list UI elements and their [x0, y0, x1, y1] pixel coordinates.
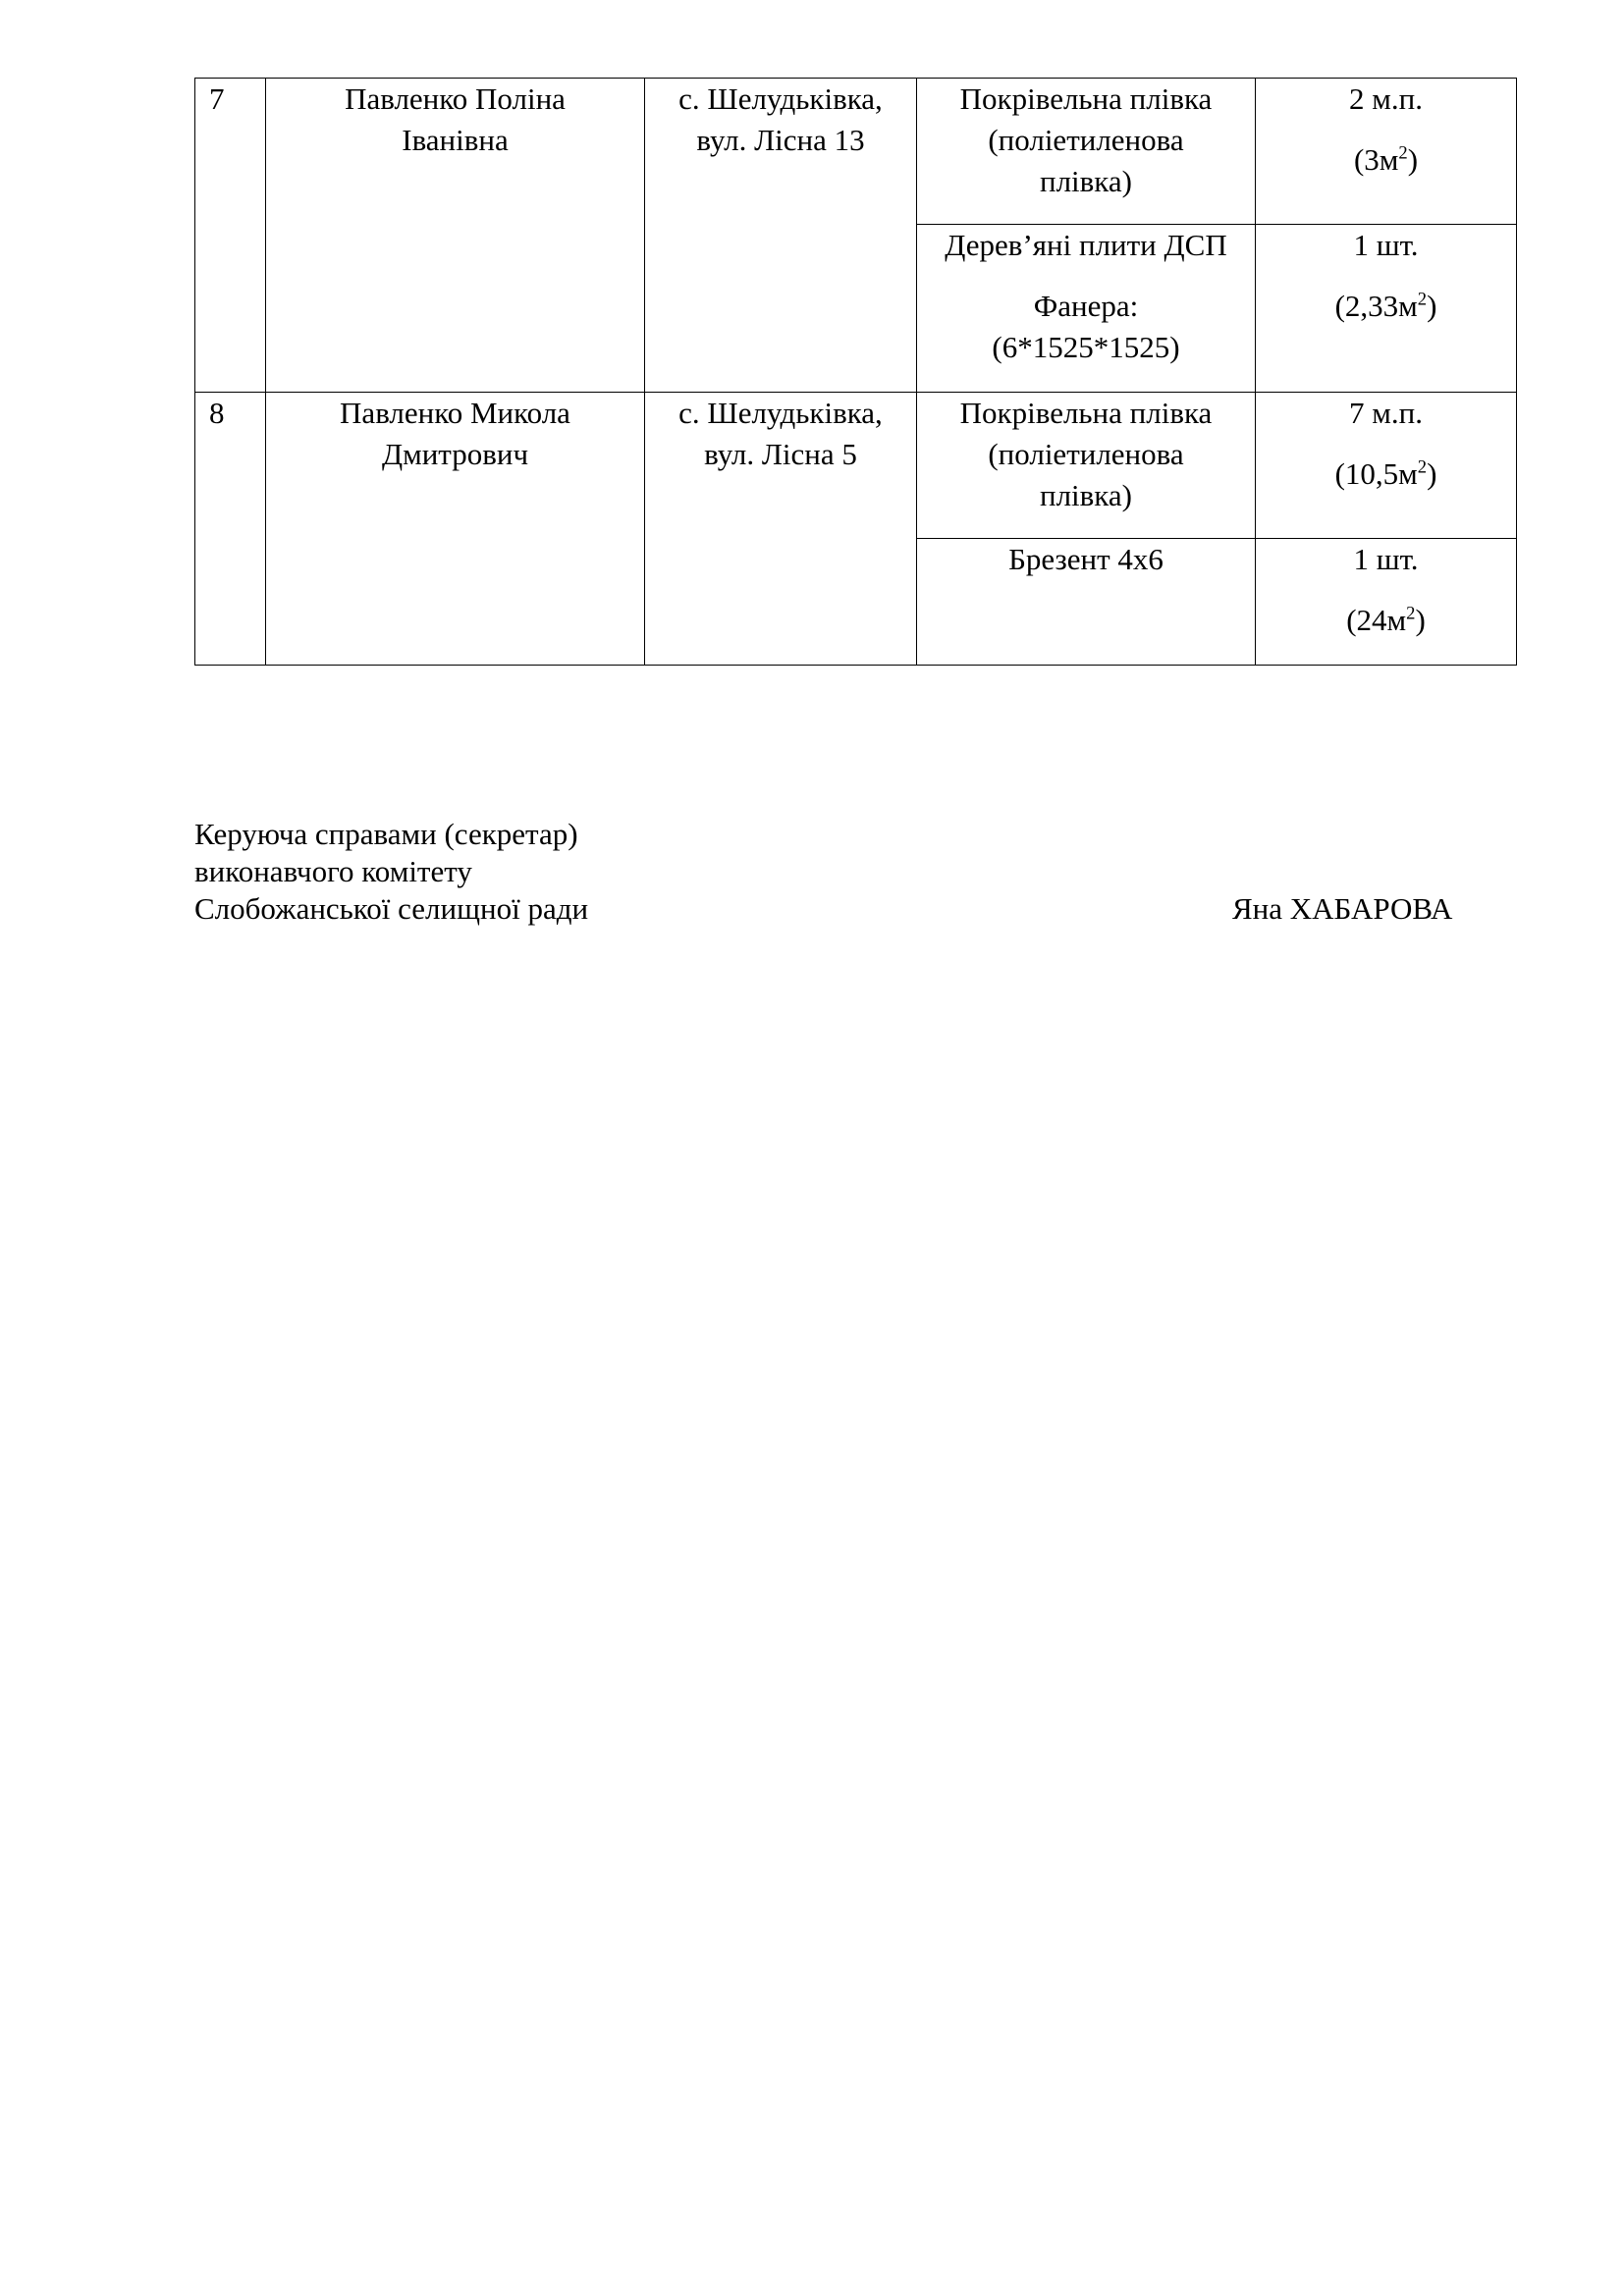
signatory-name: Яна ХАБАРОВА [1232, 891, 1453, 926]
table-row [195, 79, 1517, 225]
material-line: Брезент 4х6 [1008, 542, 1164, 576]
area-value: $(2,33м^2)$ [1334, 289, 1437, 323]
material-line: Дерев’яні плити ДСП [945, 228, 1227, 262]
material-line: Покрівельна плівка [959, 81, 1213, 116]
recipient-name-line: Павленко Поліна [345, 81, 566, 116]
address-cell [645, 393, 917, 666]
material-line: (6*1525*1525) [992, 330, 1180, 364]
quantity-cell [1256, 539, 1517, 666]
signature-position-line: Слобожанської селищної ради [194, 891, 589, 926]
quantity-value: 1 шт. [1353, 542, 1419, 576]
address-cell [645, 79, 917, 393]
material-cell [917, 539, 1256, 666]
material-line: (поліетиленова [988, 437, 1184, 471]
row-number: 7 [195, 79, 266, 393]
material-line: плівка) [1040, 164, 1132, 198]
material-line: Фанера: [1033, 289, 1139, 323]
address-line: вул. Лісна 5 [704, 437, 857, 471]
material-line: Покрівельна плівка [959, 396, 1213, 430]
recipient-name-line: Павленко Микола [340, 396, 570, 430]
material-line: (поліетиленова [988, 123, 1184, 157]
quantity-cell [1256, 79, 1517, 225]
materials-table [194, 78, 1517, 666]
quantity-cell [1256, 225, 1517, 393]
address-line: с. Шелудьківка, [678, 81, 883, 116]
row-number: 8 [195, 393, 266, 666]
quantity-value: 1 шт. [1353, 228, 1419, 262]
table-row [195, 393, 1517, 539]
area-value: $(3м^2)$ [1353, 142, 1419, 177]
recipient-name-line: Іванівна [402, 123, 509, 157]
quantity-value: 7 м.п. [1349, 396, 1423, 430]
quantity-cell [1256, 393, 1517, 539]
quantity-value: 2 м.п. [1349, 81, 1423, 116]
area-value: $(10,5м^2)$ [1334, 456, 1437, 491]
material-cell [917, 393, 1256, 539]
recipient-name-cell [266, 393, 645, 666]
material-line: плівка) [1040, 478, 1132, 512]
recipient-name-cell [266, 79, 645, 393]
area-value: $(24м^2)$ [1346, 603, 1426, 637]
signature-position [194, 816, 588, 928]
material-cell [917, 225, 1256, 393]
signature-position-line: Керуюча справами (секретар) [194, 817, 578, 851]
signature-position-line: виконавчого комітету [194, 854, 472, 888]
address-line: вул. Лісна 13 [696, 123, 865, 157]
address-line: с. Шелудьківка, [678, 396, 883, 430]
recipient-name-line: Дмитрович [381, 437, 529, 471]
material-cell [917, 79, 1256, 225]
